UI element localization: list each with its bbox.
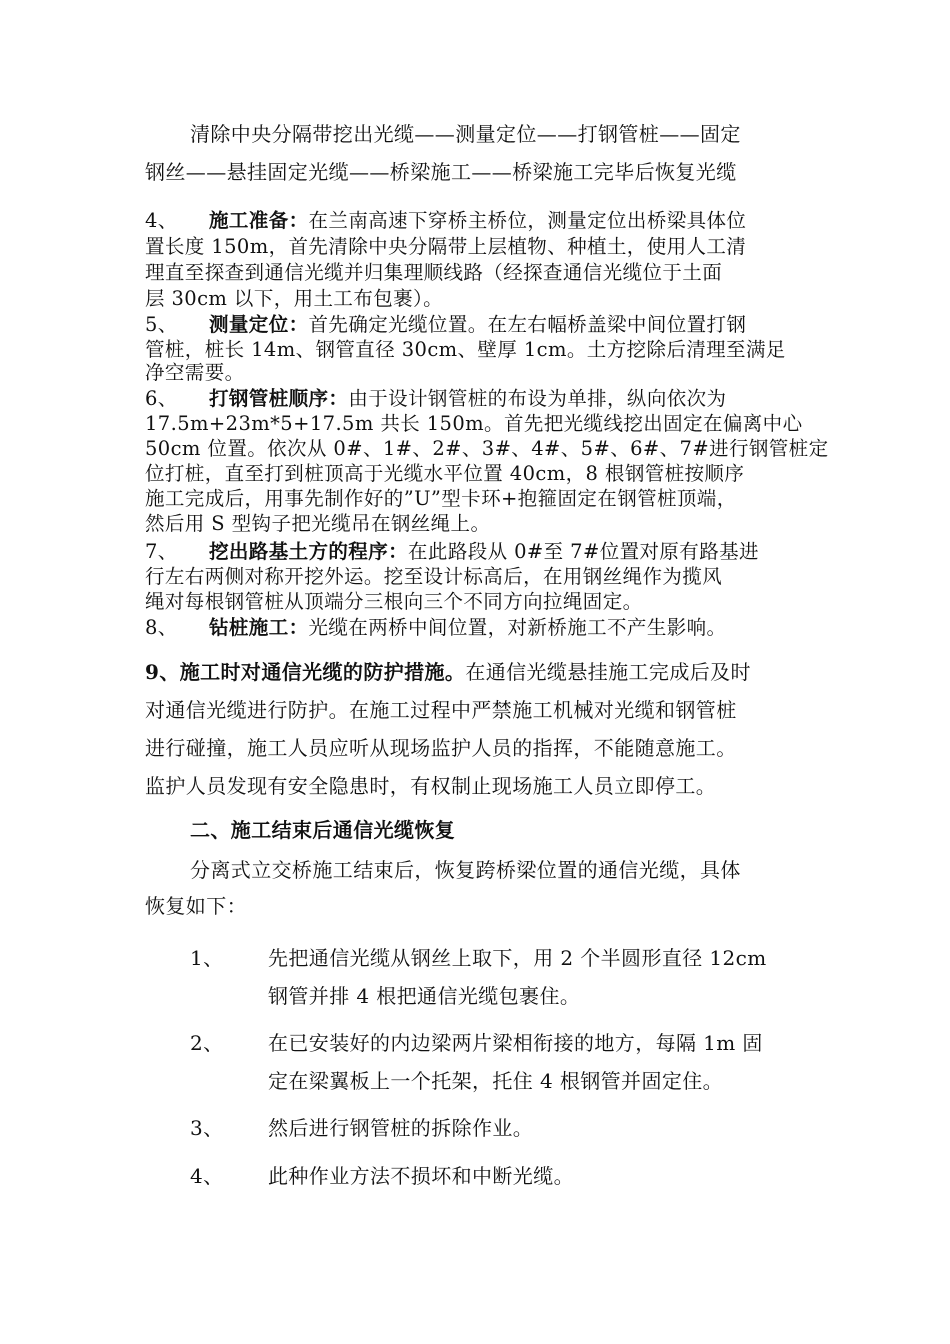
item-text: 理直至探查到通信光缆并归集理顺线路（经探查通信光缆位于土面 — [145, 261, 723, 284]
step-number: 4、 — [190, 1164, 224, 1188]
item-text: 在兰南高速下穿桥主桥位，测量定位出桥梁具体位 — [308, 209, 747, 232]
item-5-first-line — [145, 309, 746, 337]
item-number: 6、 — [145, 387, 178, 410]
item-text: 行左右两侧对称开挖外运。挖至设计标高后，在用钢丝绳作为揽风 — [145, 565, 723, 588]
step-text: 先把通信光缆从钢丝上取下，用 2 个半圆形直径 12cm — [268, 946, 767, 970]
item-title: 测量定位： — [209, 313, 309, 336]
item-title: 施工准备： — [209, 209, 309, 232]
item-text: 管桩，桩长 14m、钢管直径 30cm、壁厚 1cm。土方挖除后清理至满足 — [145, 338, 786, 361]
item-number: 5、 — [145, 313, 178, 336]
step-text: 在已安装好的内边梁两片梁相衔接的地方，每隔 1m 固 — [268, 1031, 763, 1055]
item-6-first-line — [145, 383, 726, 411]
item-title: 钻桩施工： — [209, 616, 309, 639]
step-number: 3、 — [190, 1116, 224, 1140]
item-text: 监护人员发现有安全隐患时，有权制止现场施工人员立即停工。 — [145, 774, 717, 798]
item-text: 在此路段从 0#至 7#位置对原有路基进 — [408, 540, 759, 563]
item-number: 8、 — [145, 616, 178, 639]
item-text: 由于设计钢管桩的布设为单排，纵向依次为 — [348, 387, 727, 410]
item-number: 7、 — [145, 540, 178, 563]
section-intro: 分离式立交桥施工结束后，恢复跨桥梁位置的通信光缆，具体 — [190, 858, 741, 882]
item-title: 挖出路基土方的程序： — [209, 540, 409, 563]
item-text: 净空需要。 — [145, 361, 245, 384]
flow-line-2: 钢丝——悬挂固定光缆——桥梁施工——桥梁施工完毕后恢复光缆 — [145, 160, 737, 184]
item-text: 光缆在两桥中间位置，对新桥施工不产生影响。 — [308, 616, 727, 639]
item-text: 施工完成后，用事先制作好的”U”型卡环+抱箍固定在钢管桩顶端， — [145, 487, 737, 510]
item-text: 层 30cm 以下，用土工布包裹）。 — [145, 287, 444, 310]
item-text: 位打桩，直至打到桩顶高于光缆水平位置 40cm，8 根钢管桩按顺序 — [145, 462, 745, 485]
flow-line-1: 清除中央分隔带挖出光缆——测量定位——打钢管桩——固定 — [190, 122, 741, 146]
item-8-first-line — [145, 612, 726, 640]
item-text: 置长度 150m，首先清除中央分隔带上层植物、种植土，使用人工清 — [145, 235, 747, 258]
item-7-first-line — [145, 536, 759, 564]
step-text: 然后进行钢管桩的拆除作业。 — [268, 1116, 534, 1140]
item-text: 17.5m+23m*5+17.5m 共长 150m。首先把光缆线挖出固定在偏离中心 — [145, 412, 803, 435]
item-text: 然后用 S 型钩子把光缆吊在钢丝绳上。 — [145, 512, 491, 535]
item-text: 绳对每根钢管桩从顶端分三根向三个不同方向拉绳固定。 — [145, 590, 643, 613]
item-text: 首先确定光缆位置。在左右幅桥盖梁中间位置打钢 — [308, 313, 747, 336]
item-number: 4、 — [145, 209, 178, 232]
item-9-first-line — [145, 656, 751, 685]
item-title: 9、施工时对通信光缆的防护措施。 — [145, 660, 466, 684]
step-text: 定在梁翼板上一个托架，托住 4 根钢管并固定住。 — [268, 1069, 724, 1093]
item-title: 打钢管桩顺序： — [209, 387, 349, 410]
item-text: 进行碰撞，施工人员应听从现场监护人员的指挥，不能随意施工。 — [145, 736, 737, 760]
section-heading: 二、施工结束后通信光缆恢复 — [190, 818, 456, 842]
step-text: 钢管并排 4 根把通信光缆包裹住。 — [268, 984, 581, 1008]
item-text: 50cm 位置。依次从 0#、1#、2#、3#、4#、5#、6#、7#进行钢管桩定 — [145, 437, 829, 460]
step-number: 2、 — [190, 1031, 224, 1055]
step-text: 此种作业方法不损坏和中断光缆。 — [268, 1164, 574, 1188]
item-text: 对通信光缆进行防护。在施工过程中严禁施工机械对光缆和钢管桩 — [145, 698, 737, 722]
section-intro: 恢复如下： — [145, 894, 247, 918]
item-4-first-line — [145, 205, 746, 233]
step-number: 1、 — [190, 946, 224, 970]
item-text: 在通信光缆悬挂施工完成后及时 — [465, 660, 751, 684]
